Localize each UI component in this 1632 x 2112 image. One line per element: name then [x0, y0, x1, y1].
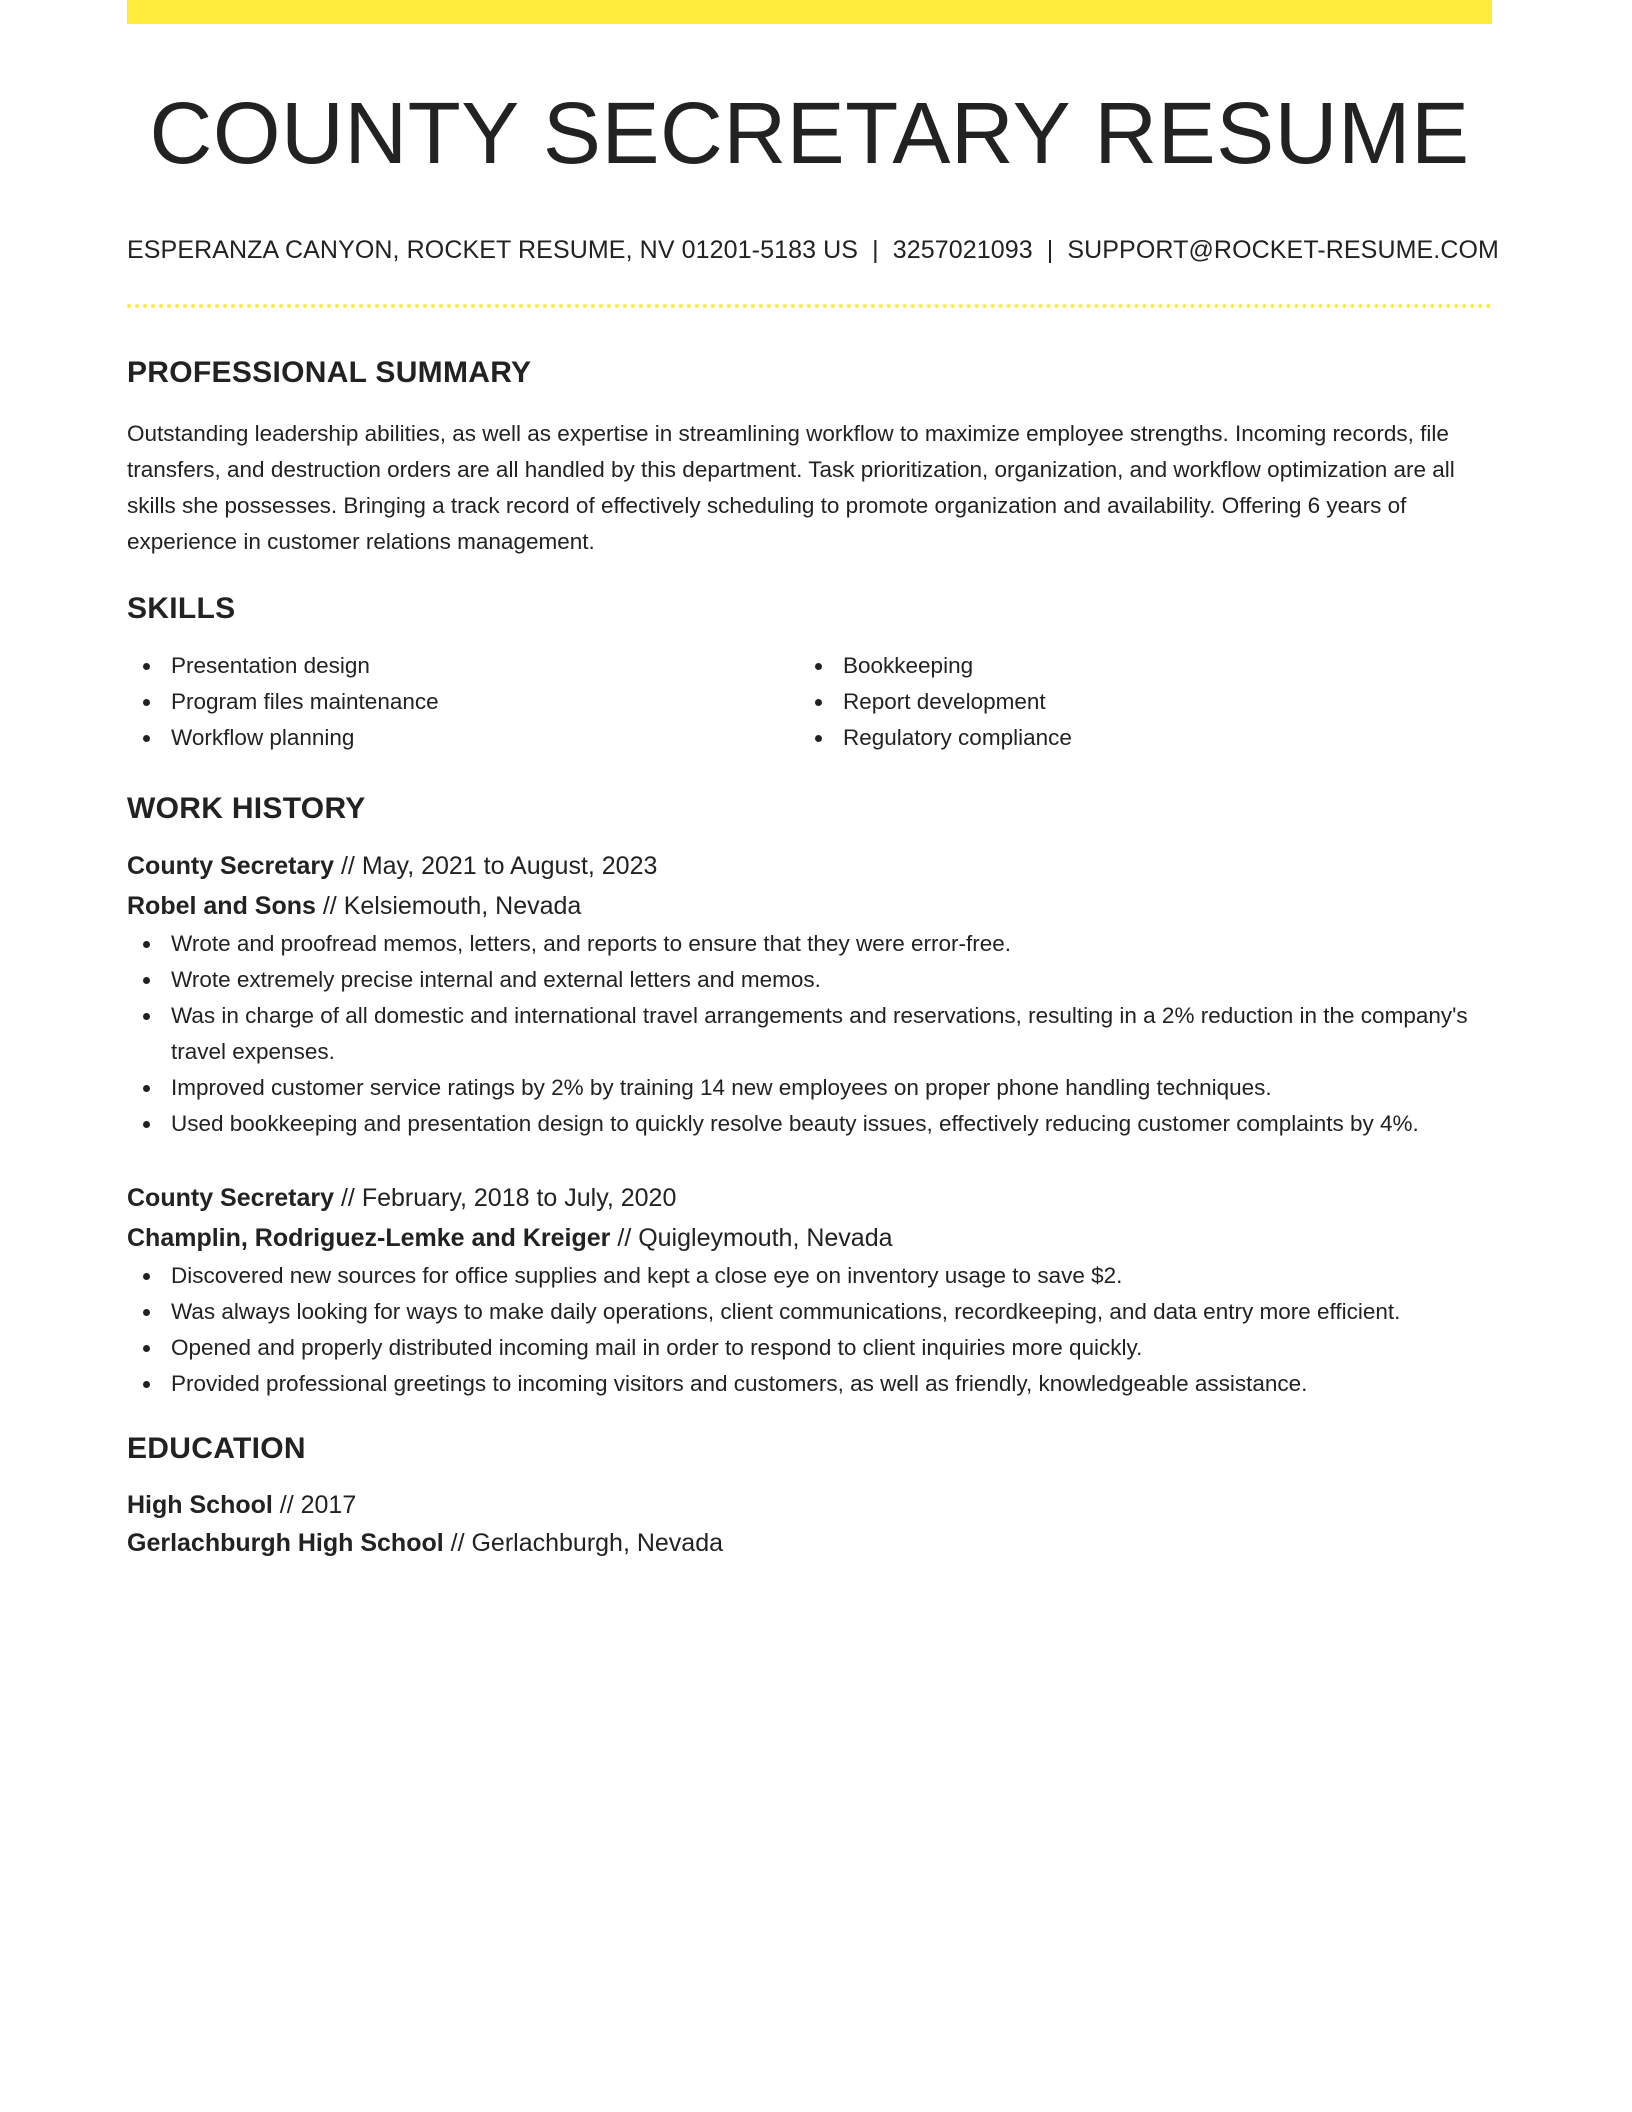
- contact-line: [127, 235, 1499, 265]
- education-entry: [127, 1486, 1492, 1562]
- resume-page: [127, 0, 1499, 1562]
- work-history-heading: WORK HISTORY: [127, 791, 366, 825]
- job-title-line: [127, 846, 1492, 886]
- job-bullets: [127, 926, 1492, 1142]
- job-bullet: Opened and properly distributed incoming mail in order to respond to client inquiries more quickly.: [127, 1330, 1492, 1366]
- contact-separator: |: [1046, 235, 1054, 264]
- skills-column-left: [127, 648, 799, 756]
- job-bullet: Used bookkeeping and presentation design to quickly resolve beauty issues, effectively reducing customer complaints by 4%.: [127, 1106, 1492, 1142]
- education-year: // 2017: [272, 1490, 357, 1519]
- job-bullet: Provided professional greetings to incoming visitors and customers, as well as friendly, knowledgeable assistance.: [127, 1366, 1492, 1402]
- education-degree: High School: [127, 1490, 273, 1519]
- job-role: County Secretary: [127, 1183, 335, 1212]
- job-entry: [127, 846, 1492, 1142]
- skill-item: Regulatory compliance: [799, 720, 1471, 756]
- contact-separator: |: [872, 235, 879, 264]
- work-history-section: [127, 792, 1492, 1402]
- education-section: [127, 1432, 1492, 1562]
- skills-list-right: [799, 648, 1471, 756]
- resume-title: COUNTY SECRETARY RESUME: [149, 85, 1470, 182]
- summary-heading: PROFESSIONAL SUMMARY: [127, 355, 532, 389]
- skill-item: Bookkeeping: [799, 648, 1471, 684]
- contact-email: SUPPORT@ROCKET-RESUME.COM: [1067, 235, 1499, 264]
- skill-item: Presentation design: [127, 648, 799, 684]
- job-company-line: [127, 886, 1492, 926]
- education-school-line: [127, 1524, 1492, 1562]
- skill-item: Workflow planning: [127, 720, 799, 756]
- job-bullet: Wrote and proofread memos, letters, and reports to ensure that they were error-free.: [127, 926, 1492, 962]
- job-company-line: [127, 1218, 1492, 1258]
- skills-list-left: [127, 648, 799, 756]
- top-accent-bar: [127, 0, 1492, 24]
- skill-item: Program files maintenance: [127, 684, 799, 720]
- education-location: // Gerlachburgh, Nevada: [443, 1528, 724, 1557]
- job-bullets: [127, 1258, 1492, 1402]
- job-company: Champlin, Rodriguez-Lemke and Kreiger: [127, 1223, 611, 1252]
- job-bullet: Wrote extremely precise internal and external letters and memos.: [127, 962, 1492, 998]
- summary-text: Outstanding leadership abilities, as well as expertise in streamlining workflow to maximize employee strengths. Incoming records, file transfers, and destruction orders are all handled by this department. Task prioritization, organization, and workflow optimization are all skills she possesses. Bringing a track record of effectively scheduling to promote organization and availability. Offering 6 years of experience in customer relations management.: [127, 420, 1455, 554]
- education-degree-line: [127, 1486, 1492, 1524]
- skills-heading: SKILLS: [127, 591, 236, 625]
- contact-address: ESPERANZA CANYON, ROCKET RESUME, NV 01201-5183 US: [127, 235, 859, 264]
- job-entry: [127, 1178, 1492, 1402]
- skills-grid: [127, 648, 1492, 756]
- job-bullet: Improved customer service ratings by 2% by training 14 new employees on proper phone handling techniques.: [127, 1070, 1492, 1106]
- skills-column-right: [799, 648, 1471, 756]
- contact-phone: 3257021093: [892, 235, 1033, 264]
- job-bullet: Discovered new sources for office supplies and kept a close eye on inventory usage to save $2.: [127, 1258, 1492, 1294]
- education-heading: EDUCATION: [127, 1431, 306, 1465]
- job-title-line: [127, 1178, 1492, 1218]
- summary-section: [127, 356, 1492, 560]
- dotted-divider: [127, 304, 1492, 308]
- skills-section: [127, 592, 1492, 756]
- job-dates: // May, 2021 to August, 2023: [334, 851, 658, 880]
- job-dates: // February, 2018 to July, 2020: [334, 1183, 677, 1212]
- skill-item: Report development: [799, 684, 1471, 720]
- job-location: // Kelsiemouth, Nevada: [315, 891, 582, 920]
- job-bullet: Was always looking for ways to make daily operations, client communications, recordkeeping, and data entry more efficient.: [127, 1294, 1492, 1330]
- job-company: Robel and Sons: [127, 891, 316, 920]
- education-school: Gerlachburgh High School: [127, 1528, 444, 1557]
- job-bullet: Was in charge of all domestic and international travel arrangements and reservations, resulting in a 2% reduction in the company's travel expenses.: [127, 998, 1492, 1070]
- job-role: County Secretary: [127, 851, 335, 880]
- job-location: // Quigleymouth, Nevada: [610, 1223, 893, 1252]
